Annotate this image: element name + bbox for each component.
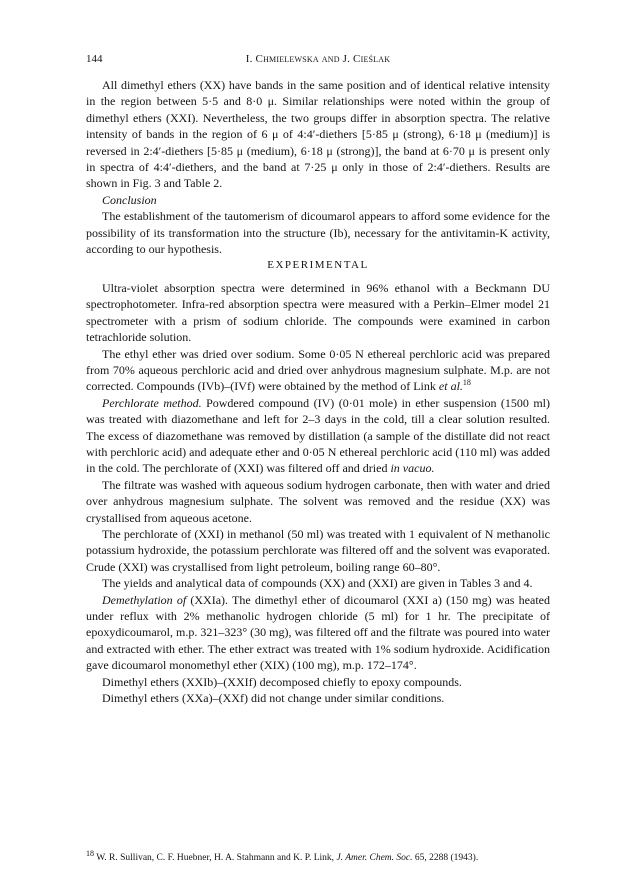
- in-vacuo-text: in vacuo.: [390, 461, 435, 476]
- article-body: [86, 77, 550, 706]
- demethylation-text: (XXIa). The dimethyl ether of dicoumarol (XXI a) (150 mg) was heated under reflux with 2% methanolic hydrogen chloride (5 ml) for 1 hr. The precipitate of epoxydicoumarol, m.p. 321–323° (30 mg), was filtered off and the filtrate was poured into water and extracted with ether. The ether extract was treated with 1% sodium hydroxide. Acidification gave dicoumarol monomethyl ether (XIX) (100 mg), m.p. 172–174°.: [86, 592, 550, 673]
- paragraph-perchlorate-treatment: The perchlorate of (XXI) in methanol (50 ml) was treated with 1 equivalent of N methanolic potassium hydroxide, the potassium perchlorate was filtered off and the solvent was evaporated. Crude (XXI) was crystallised from light petroleum, boiling range 60–80°.: [86, 526, 550, 574]
- footnote-journal: J. Amer. Chem. Soc.: [336, 853, 413, 863]
- paragraph-xxi-decomposition: Dimethyl ethers (XXIb)–(XXIf) decomposed chiefly to epoxy compounds.: [102, 674, 462, 689]
- page-number: 144: [86, 53, 103, 65]
- paragraph-xx-stability: Dimethyl ethers (XXa)–(XXf) did not change under similar conditions.: [102, 691, 445, 706]
- footnote-authors: W. R. Sullivan, C. F. Huebner, H. A. Stahmann and K. P. Link,: [94, 853, 337, 863]
- paragraph-demethylation: [86, 592, 550, 674]
- running-title: I. Chmielewska and J. Cieślak: [245, 53, 391, 65]
- reference-marker: 18: [462, 378, 471, 388]
- paragraph-ir-comparison: All dimethyl ethers (XX) have bands in the same position and of identical relative intensity in the region between 5·5 and 8·0 μ. Similar relationships were noted within the group of dimethyl ethers (XXI). Nevertheless, the two groups differ in absorption spectra. The relative intensity of bands in the region of 6 μ of 4:4′-diethers [5·85 μ (strong), 6·18 μ (medium)] is reversed in 2:4′-diethers [5·85 μ (medium), 6·18 μ (strong)], the band at 6·70 μ is present only in spectra of 4:4′-diethers, and the band at 7·25 μ only in those of 2:4′-diethers. Results are shown in Fig. 3 and Table 2.: [86, 78, 550, 191]
- paragraph-ether-prep: [86, 346, 550, 395]
- paragraph-conclusion: The establishment of the tautomerism of dicoumarol appears to afford some evidence for the possibility of its transformation into the structure (Ib), necessary for the antivitamin-K activity, according to our hypothesis.: [86, 209, 550, 257]
- footnote-number: 18: [86, 848, 94, 858]
- perchlorate-method-lead: Perchlorate method.: [102, 395, 202, 410]
- paragraph-perchlorate-method: [86, 395, 550, 477]
- et-al-text: et al.: [438, 379, 463, 394]
- running-header: [86, 51, 550, 67]
- perchlorate-method-text: Powdered compound (IV) (0·01 mole) in ether suspension (1500 ml) was treated with diazomethane and left for 2–3 days in the cold, till a clear solution resulted. The excess of diazomethane was removed by distillation (a sample of the distillate did not react with perchloric acid) and adequate ether and 0·05 N ethereal perchloric acid (110 ml) was added in the cold. The perchlorate of (XXI) was filtered off and dried: [86, 395, 550, 476]
- paragraph-spectra-methods: Ultra-violet absorption spectra were determined in 96% ethanol with a Beckmann DU spectrophotometer. Infra-red absorption spectra were measured with a Perkin–Elmer model 21 spectrometer with a prism of sodium chloride. The compounds were examined in carbon tetrachloride solution.: [86, 280, 550, 345]
- conclusion-heading: Conclusion: [102, 192, 157, 207]
- paragraph-yields: The yields and analytical data of compounds (XX) and (XXI) are given in Tables 3 and 4.: [102, 576, 533, 591]
- demethylation-lead: Demethylation of: [102, 592, 187, 607]
- footnote-citation: 65, 2288 (1943).: [412, 853, 479, 863]
- ether-prep-text: The ethyl ether was dried over sodium. Some 0·05 N ethereal perchloric acid was prepared from 70% aqueous perchloric acid and dried over anhydrous magnesium sulphate. M.p. are not corrected. Compounds (IVb)–(IVf) were obtained by the method of Link: [86, 346, 550, 394]
- paragraph-filtrate: The filtrate was washed with aqueous sodium hydrogen carbonate, then with water and dried over anhydrous magnesium sulphate. The solvent was removed and the residue (XX) was crystallised from aqueous acetone.: [86, 477, 550, 525]
- experimental-heading: EXPERIMENTAL: [267, 259, 369, 272]
- footnote: [86, 848, 550, 865]
